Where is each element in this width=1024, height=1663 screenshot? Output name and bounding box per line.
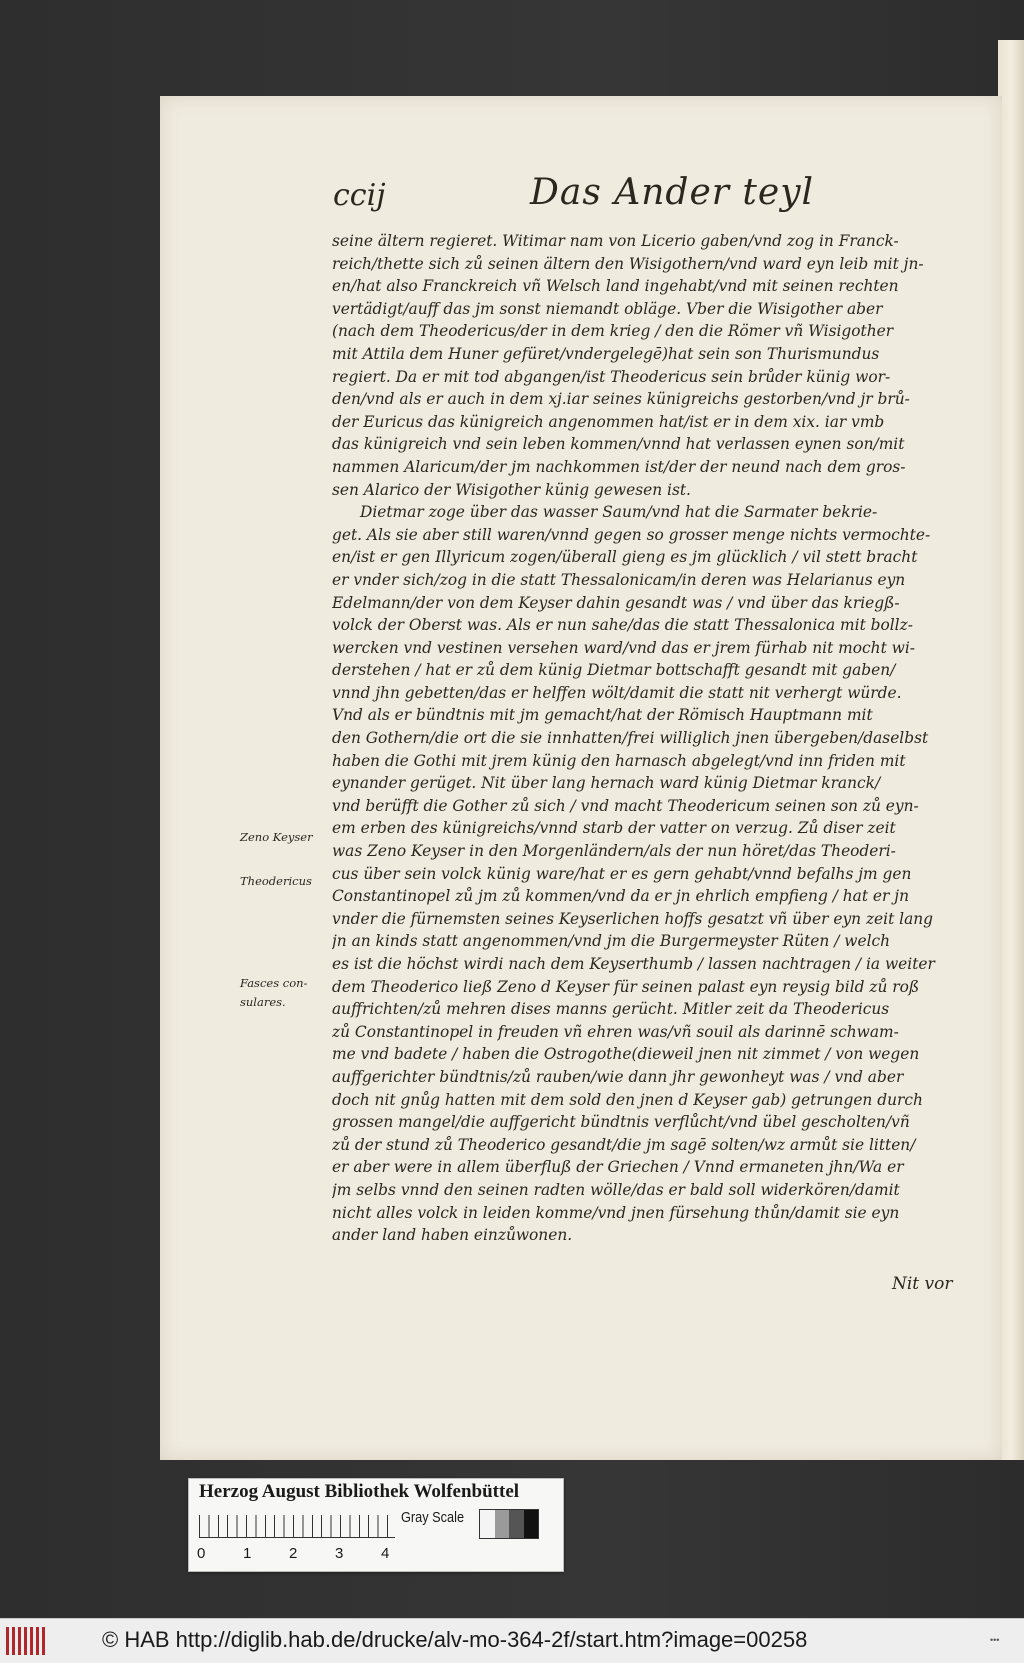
text-line: Edelmann/der von dem Keyser dahin gesandt was / vnd über das kriegß- (332, 593, 900, 612)
margin-note-zeno: Zeno Keyser (240, 830, 313, 844)
text-line: vnnd jhn gebetten/das er helffen wölt/damit die statt nit verhergt würde. (332, 683, 902, 702)
footer-bar (0, 1618, 1024, 1663)
text-line: der Euricus das künigreich angenommen hat/ist er in dem xix. iar vmb (332, 412, 885, 431)
footer-dots-icon: ••• (990, 1635, 1000, 1645)
text-line: er aber were in allem überfluß der Griechen / Vnnd ermaneten jhn/Wa er (332, 1158, 904, 1177)
text-line: en/ist er gen Illyricum zogen/überall gieng es jm glücklich / vil stett bracht (332, 548, 918, 567)
gray-scale-swatches (479, 1509, 539, 1539)
text-line: ander land haben einzůwonen. (332, 1226, 573, 1245)
text-line: auffgerichter bündtnis/zů rauben/wie dann jhr gewonheyt was / vnd aber (332, 1067, 904, 1086)
text-line: zů der stund zů Theoderico gesandt/die jm sagē solten/wz armůt sie litten/ (332, 1135, 916, 1154)
text-line: get. Als sie aber still waren/vnnd gegen so grosser menge nichts vermochte- (332, 525, 931, 544)
gray-swatch (495, 1510, 510, 1538)
catchword: Nit vor (892, 1274, 953, 1294)
text-line: doch nit gnůg hatten mit dem sold den jnen d Keyser gab) getrungen durch (332, 1090, 923, 1109)
text-line: nicht alles volck in leiden komme/vnd jnen fürsehung thůn/damit sie eyn (332, 1203, 900, 1222)
ruler-number: 4 (381, 1545, 390, 1562)
ruler-number: 0 (197, 1545, 206, 1562)
scale-card-title: Herzog August Bibliothek Wolfenbüttel (199, 1481, 520, 1502)
text-line: nammen Alaricum/der jm nachkommen ist/der der neund nach dem gros- (332, 457, 906, 476)
margin-note-theodericus: Theodericus (240, 874, 312, 888)
text-line: zů Constantinopel in freuden vñ ehren was/vñ souil als darinnē schwam- (332, 1022, 899, 1041)
text-line: er vnder sich/zog in die statt Thessalonicam/in deren was Helarianus eyn (332, 570, 906, 589)
gray-swatch (509, 1510, 524, 1538)
text-line: regiert. Da er mit tod abgangen/ist Theodericus sein brůder künig wor- (332, 367, 891, 386)
text-line: vnder die fürnemsten seines Keyserlichen hoffs gesatzt vñ über eyn zeit lang (332, 909, 934, 928)
text-line: Constantinopel zů jm zů kommen/vnd da er jn ehrlich empfieng / hat er jn (332, 887, 909, 906)
text-line: grossen mangel/die auffgericht bündtnis verflůcht/vnd übel gescholten/vñ (332, 1113, 910, 1132)
text-line: dem Theoderico ließ Zeno d Keyser für seinen palast eyn reysig bild zů roß (332, 977, 920, 996)
text-line: haben die Gothi mit jrem künig den harnasch abgelegt/vnd inn friden mit (332, 751, 906, 770)
gray-scale-label: Gray Scale (401, 1509, 465, 1526)
margin-note-fasces-line: Fasces con- (240, 976, 308, 990)
text-line: es ist die höchst wirdi nach dem Keyserthumb / lassen nachtragen / ia weiter (332, 955, 935, 973)
ruler (199, 1515, 395, 1538)
text-line: seine ältern regieret. Witimar nam von Licerio gaben/vnd zog in Franck- (332, 232, 899, 250)
text-line: den Gothern/die ort die sie innhatten/frei williglich jnen übergeben/daselbst (332, 729, 929, 748)
text-line: reich/thette sich zů seinen ältern den Wisigothern/vnd ward eyn leib mit jn- (332, 254, 924, 273)
text-line: mit Attila dem Huner gefüret/vndergelegē)hat sein son Thurismundus (332, 344, 880, 363)
text-line: sen Alarico der Wisigother künig gewesen ist. (332, 480, 691, 499)
text-line: Vnd als er bündtnis mit jm gemacht/hat der Römisch Hauptmann mit (332, 706, 873, 725)
text-line: das künigreich vnd sein leben kommen/vnnd hat verlassen eynen son/mit (332, 435, 905, 454)
body-text (332, 230, 962, 1247)
running-head: Das Ander teyl (530, 172, 815, 213)
book-page (160, 96, 1002, 1460)
text-line: jn an kinds statt angenommen/vnd jm die Burgermeyster Rüten / welch (332, 932, 891, 951)
text-line: en/hat also Franckreich vñ Welsch land ingehabt/vnd mit seinen rechten (332, 277, 899, 296)
page-number: ccij (333, 178, 386, 213)
gray-swatch (524, 1510, 539, 1538)
text-line: Dietmar zoge über das wasser Saum/vnd hat die Sarmater bekrie- (360, 503, 878, 522)
footer-url-text[interactable]: © HAB http://diglib.hab.de/drucke/alv-mo-364-2f/start.htm?image=00258 (102, 1627, 808, 1652)
text-line: wercken vnd vestinen versehen ward/vnd das er jrem fürhab nit mocht wi- (332, 638, 915, 657)
text-line: (nach dem Theodericus/der in dem krieg / den die Römer vñ Wisigother (332, 322, 894, 341)
text-line: volck der Oberst was. Als er nun sahe/das die statt Thessalonica mit bollz- (332, 616, 913, 635)
text-line: auffrichten/zů mehren dises manns gerücht. Mitler zeit da Theodericus (332, 1000, 890, 1019)
text-line: em erben des künigreichs/vnnd starb der vatter on verzug. Zů diser zeit (332, 819, 896, 838)
text-line: me vnd badete / haben die Ostrogothe(dieweil jnen nit zimmet / von wegen (332, 1045, 920, 1064)
ruler-number: 1 (243, 1545, 252, 1562)
text-line: vertädigt/auff das jm sonst niemandt obläge. Vber die Wisigother aber (332, 299, 883, 318)
text-line: was Zeno Keyser in den Morgenländern/als der nun höret/das Theoderi- (332, 842, 896, 861)
color-scale-card (188, 1478, 564, 1572)
text-line: jm selbs vnnd den seinen radten wölle/das er bald soll widerkören/damit (332, 1180, 900, 1199)
text-line: vnd berüfft die Gother zů sich / vnd macht Theodericum seinen son zů eyn- (332, 796, 919, 815)
hab-logo-icon (6, 1627, 46, 1655)
text-line: derstehen / hat er zů dem künig Dietmar bottschafft gesandt mit gaben/ (332, 661, 896, 680)
text-line: den/vnd als er auch in dem xj.iar seines künigreichs gestorben/vnd jr brů- (332, 390, 910, 409)
gray-swatch (480, 1510, 495, 1538)
margin-note-fasces (240, 974, 324, 1012)
text-line: cus über sein volck künig ware/hat er es gern gehabt/vnnd befalhs jm gen (332, 864, 912, 883)
ruler-number: 3 (335, 1545, 344, 1562)
margin-note-fasces-line: sulares. (240, 995, 286, 1009)
ruler-number: 2 (289, 1545, 298, 1562)
text-line: eynander gerüget. Nit über lang hernach ward künig Dietmar kranck/ (332, 774, 881, 793)
